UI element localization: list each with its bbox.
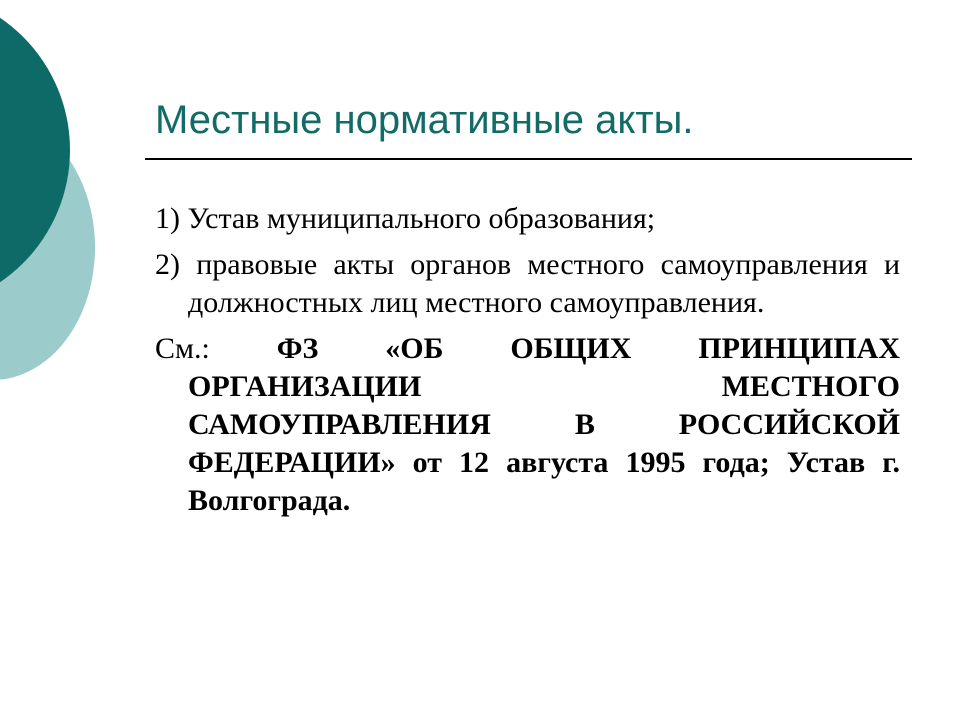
- slide-title: Местные нормативные акты.: [155, 98, 694, 142]
- slide-body: [155, 200, 900, 528]
- reference-paragraph: [155, 330, 900, 520]
- item-text: Устав муниципального образования;: [187, 202, 656, 235]
- reference-prefix: См.:: [155, 332, 210, 365]
- item-text: правовые акты органов местного самоуправления и должностных лиц местного самоуправления.: [188, 248, 900, 319]
- list-item: [155, 200, 900, 238]
- item-number: 2): [155, 248, 180, 281]
- item-number: 1): [155, 202, 180, 235]
- law-date-text: от 12 августа 1995 года; Устав г. Волгограда.: [188, 446, 900, 517]
- law-title: ФЗ «ОБ ОБЩИХ ПРИНЦИПАХ ОРГАНИЗАЦИИ МЕСТНОГО САМОУПРАВЛЕНИЯ В РОССИЙСКОЙ ФЕДЕРАЦИИ»: [188, 332, 900, 479]
- title-divider: [145, 158, 912, 160]
- list-item: [155, 246, 900, 322]
